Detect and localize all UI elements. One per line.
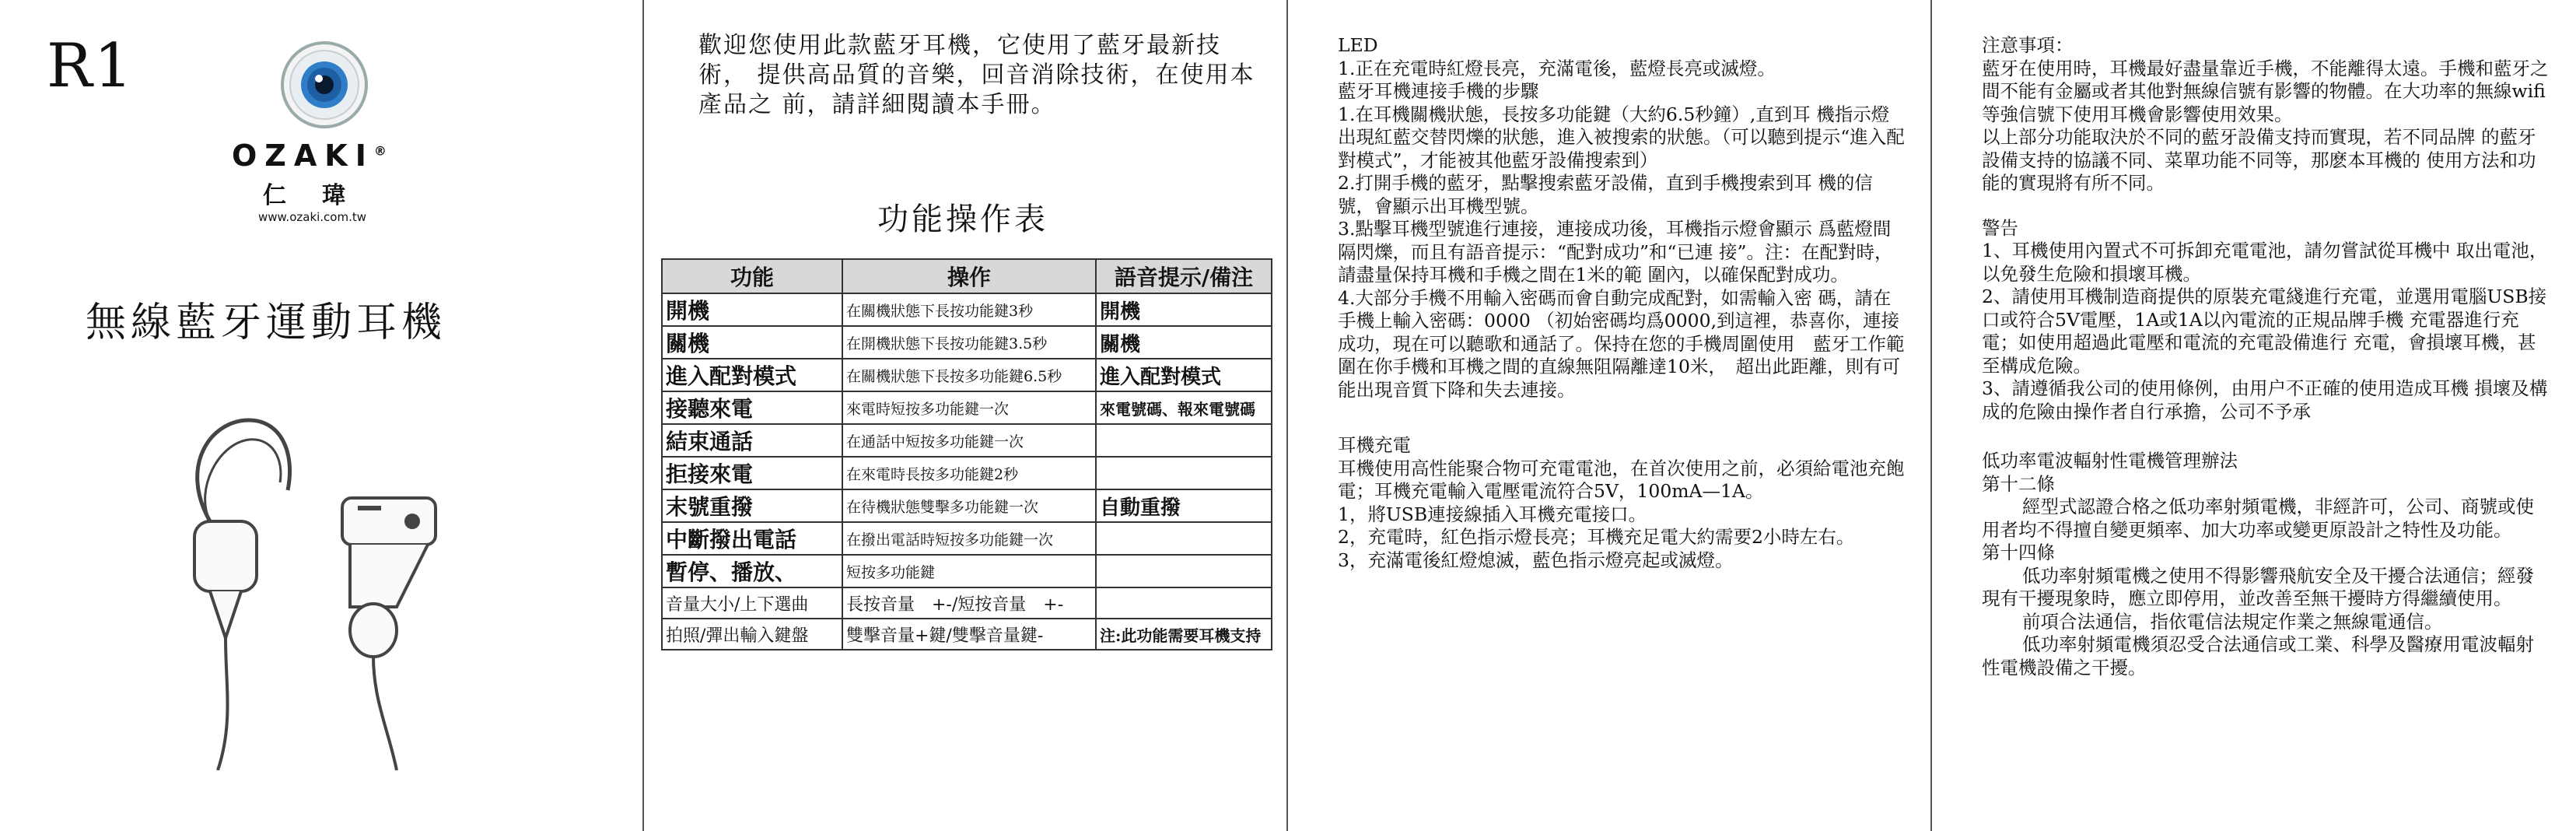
- notes-heading: 注意事項：: [1982, 34, 2074, 56]
- operation-cell: 在待機狀態雙擊多功能鍵一次: [842, 489, 1096, 522]
- header-function: 功能: [662, 259, 842, 293]
- operations-panel: [644, 0, 1288, 831]
- pairing-step-1: 1.在耳機關機狀態，長按多功能鍵（大約6.5秒鐘）,直到耳 機指示燈出現紅藍交替閃爍的狀態，進入被搜索的狀態。（可以聽到提示“進入配對模式”，才能被其他藍牙設備搜索到）: [1338, 103, 1905, 171]
- charging-heading: 耳機充電: [1338, 434, 1411, 456]
- eye-logo-icon: [280, 40, 369, 129]
- function-cell: 進入配對模式: [662, 359, 842, 391]
- pairing-heading: 藍牙耳機連接手機的步驟: [1338, 80, 1539, 102]
- function-cell: 音量大小/上下選曲: [662, 587, 842, 619]
- operation-cell: 來電時短按多功能鍵一次: [842, 391, 1096, 424]
- voice-cell: [1096, 555, 1272, 587]
- article-14-text: 前項合法通信，指依電信法規定作業之無線電通信。: [2022, 610, 2443, 633]
- intro-text: 歡迎您使用此款藍牙耳機，它使用了藍牙最新技術， 提供高品質的音樂，回音消除技術，在使用本產品之 前，請詳細閱讀本手冊。: [698, 32, 1255, 118]
- article-12-heading: 第十二條: [1982, 472, 2055, 495]
- function-cell: 拍照/彈出輸入鍵盤: [662, 619, 842, 650]
- cover-panel: [0, 0, 644, 831]
- table-header-row: [662, 259, 1272, 293]
- article-14-heading: 第十四條: [1982, 542, 2055, 563]
- function-cell: 結束通話: [662, 424, 842, 457]
- function-cell: 關機: [662, 326, 842, 359]
- brand-name: OZAKI®: [232, 138, 387, 173]
- charging-step-1: 1，將USB連接線插入耳機充電接口。: [1338, 503, 1647, 525]
- voice-cell: 注:此功能需要耳機支持: [1096, 619, 1272, 650]
- operation-cell: 在開機狀態下長按功能鍵3.5秒: [842, 326, 1096, 359]
- table-row: [662, 359, 1272, 391]
- function-cell: 接聽來電: [662, 391, 842, 424]
- operation-cell: 短按多功能鍵: [842, 555, 1096, 587]
- function-cell: 開機: [662, 293, 842, 326]
- operation-cell: 長按音量 +-/短按音量 +-: [842, 587, 1096, 619]
- function-cell: 中斷撥出電話: [662, 522, 842, 555]
- operation-cell: 雙擊音量+鍵/雙擊音量鍵-: [842, 619, 1096, 650]
- function-cell: 末號重撥: [662, 489, 842, 522]
- notes-paragraph: 藍牙在使用時，耳機最好盡量靠近手機，不能離得太遠。手機和藍牙之間不能有金屬或者其他對無線信號有影響的物體。在大功率的無線wifi等強信號下使用耳機會影響使用效果。: [1982, 57, 2549, 125]
- notes-panel: [1932, 0, 2576, 831]
- website-url: www.ozaki.com.tw: [258, 210, 367, 224]
- instructions-panel: [1288, 0, 1932, 831]
- led-heading: LED: [1338, 34, 1378, 56]
- article-14-text: 低功率射頻電機之使用不得影響飛航安全及干擾合法通信；經發現有干擾現象時，應立即停用，並改善至無干擾時方得繼續使用。: [1982, 564, 2534, 609]
- notes-paragraph: 以上部分功能取決於不同的藍牙設備支持而實現，若不同品牌 的藍牙設備支持的協議不同、菜單功能不同等，那麽本耳機的 使用方法和功能的實現將有所不同。: [1982, 126, 2536, 194]
- product-title: 無線藍牙運動耳機: [86, 300, 447, 346]
- voice-cell: 自動重撥: [1096, 489, 1272, 522]
- table-row: [662, 619, 1272, 650]
- warning-item: 3、請遵循我公司的使用條例，由用户不正確的使用造成耳機 損壞及構成的危險由操作者自行承擔，公司不予承: [1982, 377, 2548, 423]
- warning-item: 2、請使用耳機制造商提供的原裝充電綫進行充電，並選用電腦USB接口或符合5V電壓，1A或1A以內電流的正規品牌手機 充電器進行充電；如使用超過此電壓和電流的充電設備進行 充電，會損壞耳機，甚至構成危險。: [1982, 286, 2547, 377]
- function-cell: 暫停、播放、: [662, 555, 842, 587]
- voice-cell: 關機: [1096, 326, 1272, 359]
- voice-cell: [1096, 587, 1272, 619]
- voice-cell: 來電號碼、報來電號碼: [1096, 391, 1272, 424]
- table-row: [662, 391, 1272, 424]
- table-row: [662, 587, 1272, 619]
- table-row: [662, 326, 1272, 359]
- table-row: [662, 489, 1272, 522]
- charging-paragraph: 耳機使用高性能聚合物可充電電池，在首次使用之前，必須給電池充飽電；耳機充電輸入電壓電流符合5V，100mA—1A。: [1338, 457, 1905, 502]
- table-row: [662, 555, 1272, 587]
- earphones-illustration: [163, 405, 490, 770]
- table-row: [662, 457, 1272, 489]
- operation-cell: 在撥出電話時短按多功能鍵一次: [842, 522, 1096, 555]
- voice-cell: [1096, 522, 1272, 555]
- header-operation: 操作: [842, 259, 1096, 293]
- operation-cell: 在關機狀態下長按功能鍵3秒: [842, 293, 1096, 326]
- article-12-text: 經型式認證合格之低功率射頻電機，非經許可，公司、商號或使用者均不得擅自變更頻率、加大功率或變更原設計之特性及功能。: [1982, 496, 2534, 541]
- voice-cell: [1096, 424, 1272, 457]
- pairing-step-3: 3.點擊耳機型號進行連接，連接成功後，耳機指示燈會顯示 爲藍燈間隔閃爍，而且有語音提示：“配對成功”和“已連 接”。注：在配對時，請盡量保持耳機和手機之間在1米的範 圍內，以確保配對成功。: [1338, 218, 1893, 286]
- charging-step-2: 2，充電時，紅色指示燈長亮；耳機充足電大約需要2小時左右。: [1338, 526, 1855, 548]
- instructions-column: [1338, 34, 1906, 572]
- header-voice-note: 語音提示/備注: [1096, 259, 1272, 293]
- operation-cell: 在通話中短按多功能鍵一次: [842, 424, 1096, 457]
- model-number: R1: [47, 31, 135, 101]
- regulation-heading: 低功率電波輻射性電機管理辦法: [1982, 450, 2238, 472]
- notes-column: [1982, 34, 2550, 679]
- operations-table: [661, 258, 1272, 650]
- brand-chinese-name: 仁瑋: [263, 182, 381, 209]
- voice-cell: [1096, 457, 1272, 489]
- table-row: [662, 293, 1272, 326]
- warning-heading: 警告: [1982, 216, 2018, 239]
- voice-cell: 進入配對模式: [1096, 359, 1272, 391]
- function-cell: 拒接來電: [662, 457, 842, 489]
- operation-cell: 在關機狀態下長按多功能鍵6.5秒: [842, 359, 1096, 391]
- pairing-step-2: 2.打開手機的藍牙，點擊搜索藍牙設備，直到手機搜索到耳 機的信號，會顯示出耳機型號。: [1338, 172, 1873, 217]
- led-paragraph: 1.正在充電時紅燈長亮，充滿電後，藍燈長亮或滅燈。: [1338, 57, 1776, 79]
- table-row: [662, 522, 1272, 555]
- operation-cell: 在來電時長按多功能鍵2秒: [842, 457, 1096, 489]
- table-title: 功能操作表: [877, 202, 1048, 237]
- article-14-text: 低功率射頻電機須忍受合法通信或工業、科學及醫療用電波輻射性電機設備之干擾。: [1982, 633, 2534, 678]
- charging-step-3: 3，充滿電後紅燈熄滅，藍色指示燈亮起或滅燈。: [1338, 549, 1734, 571]
- table-row: [662, 424, 1272, 457]
- voice-cell: 開機: [1096, 293, 1272, 326]
- warning-item: 1、耳機使用內置式不可拆卸充電電池，請勿嘗試從耳機中 取出電池，以免發生危險和損壞耳機。: [1982, 240, 2548, 285]
- pairing-step-4: 4.大部分手機不用輸入密碼而會自動完成配對，如需輸入密 碼，請在手機上輸入密碼：0000 （初始密碼均爲0000,到這裡，恭喜你，連接成功，現在可以聽歌和通話了。保持在您的手機周圍使用 藍牙工作範圍在你手機和耳機之間的直線無阻隔離達10米， 超出此距離，則有可能出現音質下降和失去連接。: [1338, 286, 1905, 401]
